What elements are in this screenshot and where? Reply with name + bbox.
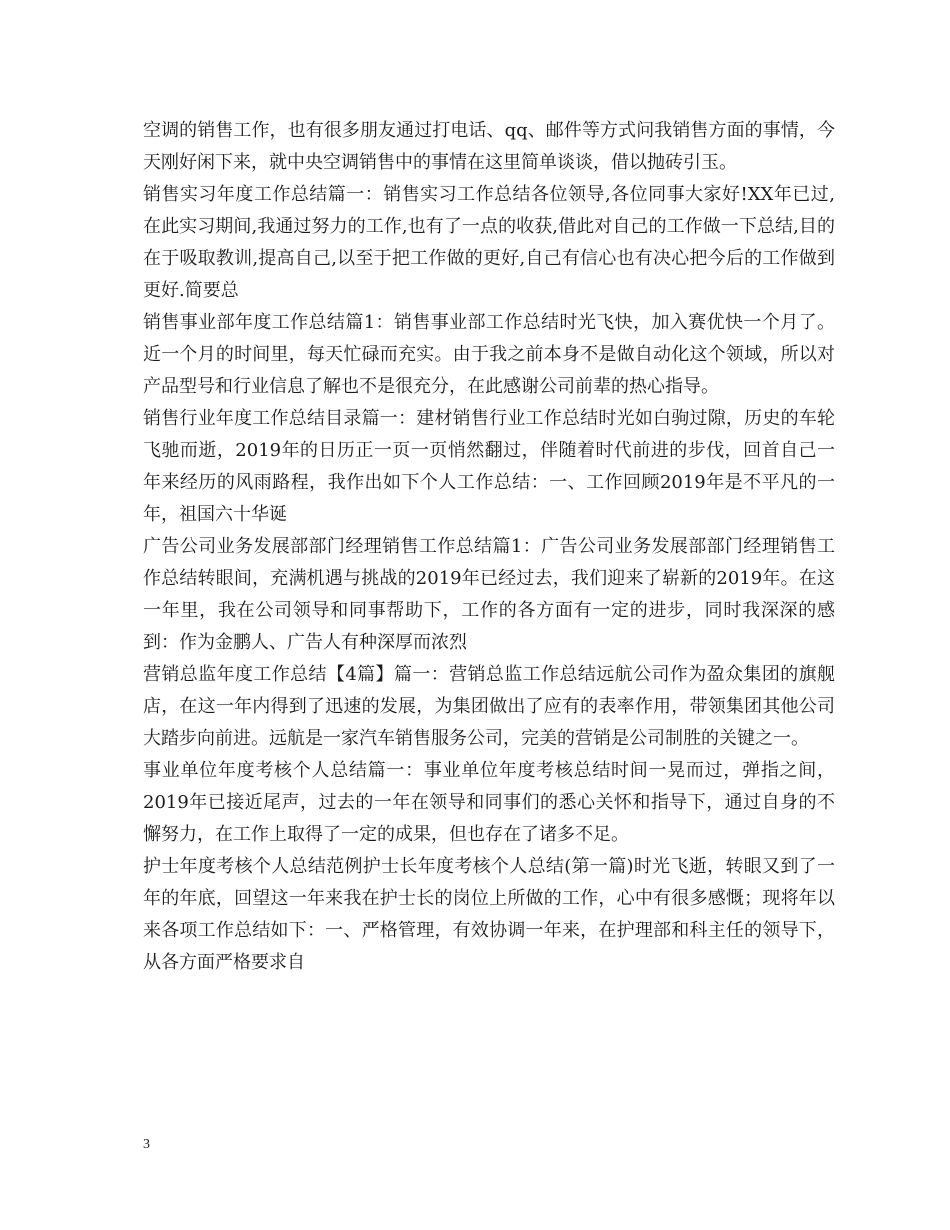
paragraph-2: 销售实习年度工作总结篇一：销售实习工作总结各位领导,各位同事大家好!XX年已过,在此实习期间,我通过努力的工作,也有了一点的收获,借此对自己的工作做一下总结,目的在于吸取教训,提高自己,以至于把工作做的更好,自己有信心也有决心把今后的工作做到更好.简要总: [143, 184, 835, 301]
paragraph-8: 护士年度考核个人总结范例护士长年度考核个人总结(第一篇)时光飞逝，转眼又到了一年的年底，回望这一年来我在护士长的岗位上所做的工作，心中有很多感慨；现将年以来各项工作总结如下：一、严格管理，有效协调一年来，在护理部和科主任的领导下，从各方面严格要求自: [143, 856, 835, 973]
paragraph-3: 销售事业部年度工作总结篇1：销售事业部工作总结时光飞快，加入赛优快一个月了。近一个月的时间里，每天忙碌而充实。由于我之前本身不是做自动化这个领域，所以对产品型号和行业信息了解也不是很充分，在此感谢公司前辈的热心指导。: [143, 312, 835, 397]
paragraph-1: 空调的销售工作，也有很多朋友通过打电话、qq、邮件等方式问我销售方面的事情，今天刚好闲下来，就中央空调销售中的事情在这里简单谈谈，借以抛砖引玉。: [143, 120, 835, 173]
paragraph-5: 广告公司业务发展部部门经理销售工作总结篇1：广告公司业务发展部部门经理销售工作总结转眼间，充满机遇与挑战的2019年已经过去，我们迎来了崭新的2019年。在这一年里，我在公司领导和同事帮助下，工作的各方面有一定的进步，同时我深深的感到：作为金鹏人、广告人有种深厚而浓烈: [143, 536, 835, 653]
page-number: 3: [143, 1137, 150, 1152]
paragraph-4: 销售行业年度工作总结目录篇一：建材销售行业工作总结时光如白驹过隙，历史的车轮飞驰而逝，2019年的日历正一页一页悄然翻过，伴随着时代前进的步伐，回首自己一年来经历的风雨路程，我作出如下个人工作总结：一、工作回顾2019年是不平凡的一年，祖国六十华诞: [143, 408, 835, 525]
paragraph-6: 营销总监年度工作总结【4篇】篇一：营销总监工作总结远航公司作为盈众集团的旗舰店，在这一年内得到了迅速的发展，为集团做出了应有的表率作用，带领集团其他公司大踏步向前进。远航是一家汽车销售服务公司，完美的营销是公司制胜的关键之一。: [143, 664, 835, 749]
body-text: [143, 115, 835, 979]
paragraph-7: 事业单位年度考核个人总结篇一：事业单位年度考核总结时间一晃而过，弹指之间，2019年已接近尾声，过去的一年在领导和同事们的悉心关怀和指导下，通过自身的不懈努力，在工作上取得了一定的成果，但也存在了诸多不足。: [143, 760, 835, 845]
